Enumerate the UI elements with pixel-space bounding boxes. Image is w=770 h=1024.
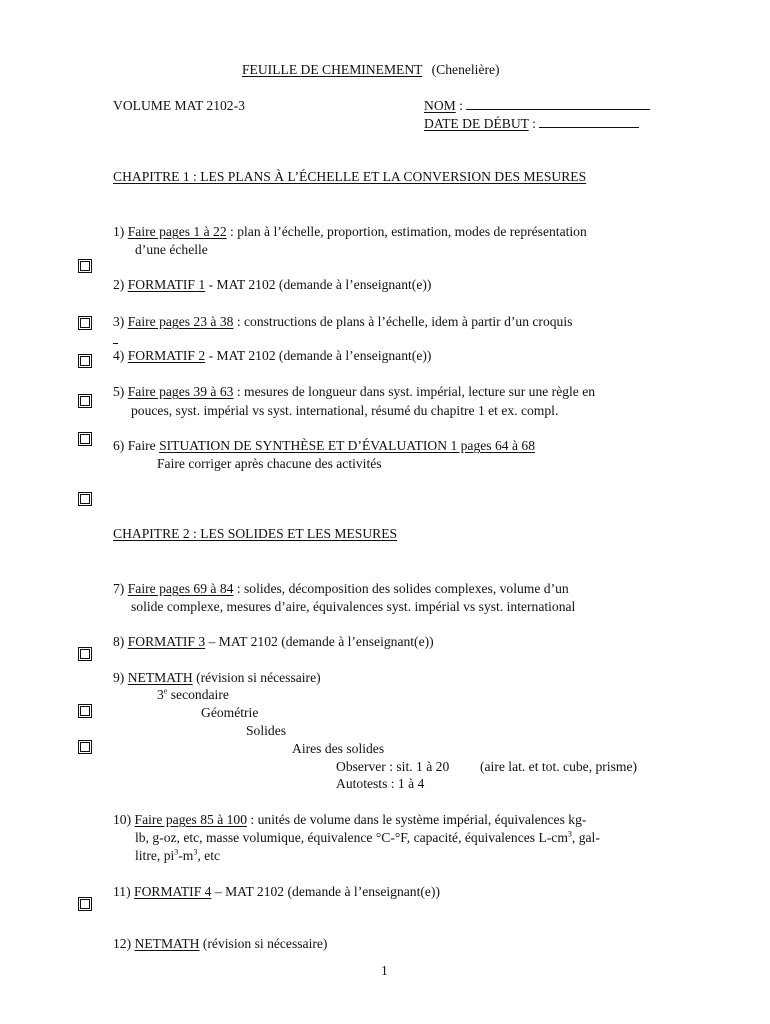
list-item: 10) Faire pages 85 à 100 : unités de volume dans le système impérial, équivalences kg-: [113, 812, 587, 827]
item-link: Faire pages 1 à 22: [127, 224, 227, 239]
netmath-solides: Solides: [246, 723, 287, 738]
checkbox[interactable]: [80, 318, 90, 328]
item-link: FORMATIF 1: [127, 277, 206, 292]
chapter-1-heading: CHAPITRE 1 : LES PLANS À L’ÉCHELLE ET LA CONVERSION DES MESURES: [113, 169, 587, 184]
netmath-level: 3e secondaire: [157, 686, 229, 702]
checkbox[interactable]: [80, 396, 90, 406]
item-link: FORMATIF 3: [127, 634, 206, 649]
checkbox[interactable]: [80, 434, 90, 444]
checkbox[interactable]: [80, 649, 90, 659]
netmath-aires: Aires des solides: [292, 741, 385, 756]
list-item-continuation: d’une échelle: [135, 242, 208, 257]
list-item-note: Faire corriger après chacune des activités: [157, 456, 382, 471]
date-blank[interactable]: [539, 115, 639, 128]
checkbox[interactable]: [80, 742, 90, 752]
list-item: 6) Faire SITUATION DE SYNTHÈSE ET D’ÉVALUATION 1 pages 64 à 68: [113, 438, 536, 453]
item-link: Faire pages 85 à 100: [134, 812, 248, 827]
stray-mark: [113, 343, 118, 344]
list-item: 12) NETMATH (révision si nécessaire): [113, 936, 328, 951]
item-link: NETMATH: [127, 670, 193, 685]
item-link: SITUATION DE SYNTHÈSE ET D’ÉVALUATION 1 pages 64 à 68: [159, 438, 536, 453]
nom-blank[interactable]: [466, 97, 650, 110]
netmath-autotests: Autotests : 1 à 4: [336, 776, 425, 791]
date-field[interactable]: DATE DE DÉBUT :: [424, 115, 639, 133]
item-link: FORMATIF 4: [134, 884, 212, 899]
list-item: 2) FORMATIF 1 - MAT 2102 (demande à l’enseignant(e)): [113, 277, 432, 292]
checkbox[interactable]: [80, 494, 90, 504]
list-item: 3) Faire pages 23 à 38 : constructions de plans à l’échelle, idem à partir d’un croquis: [113, 314, 573, 329]
checkbox[interactable]: [80, 899, 90, 909]
list-item: 7) Faire pages 69 à 84 : solides, décomposition des solides complexes, volume d’un: [113, 581, 569, 596]
publisher: (Chenelière): [431, 62, 500, 77]
netmath-observer: Observer : sit. 1 à 20: [336, 759, 450, 774]
checkbox[interactable]: [80, 356, 90, 366]
volume-label: VOLUME MAT 2102-3: [113, 98, 245, 113]
list-item: 4) FORMATIF 2 - MAT 2102 (demande à l’enseignant(e)): [113, 348, 432, 363]
page-title: FEUILLE DE CHEMINEMENT: [242, 62, 423, 77]
date-label: DATE DE DÉBUT: [424, 116, 529, 131]
nom-label: NOM: [424, 98, 456, 113]
checkbox[interactable]: [80, 706, 90, 716]
item-link: FORMATIF 2: [127, 348, 206, 363]
item-link: Faire pages 23 à 38: [127, 314, 234, 329]
list-item: 5) Faire pages 39 à 63 : mesures de longueur dans syst. impérial, lecture sur une règle en: [113, 384, 596, 399]
item-link: Faire pages 69 à 84: [127, 581, 234, 596]
netmath-observer-note: (aire lat. et tot. cube, prisme): [480, 759, 638, 774]
list-item: 11) FORMATIF 4 – MAT 2102 (demande à l’enseignant(e)): [113, 884, 440, 899]
item-link: NETMATH: [134, 936, 200, 951]
page-title-line: [242, 61, 500, 79]
item-link: Faire pages 39 à 63: [127, 384, 234, 399]
list-item-continuation: lb, g-oz, etc, masse volumique, équivalence °C-°F, capacité, équivalences $L-cm^3$, gal-: [135, 829, 600, 845]
page-number: 1: [381, 963, 388, 978]
checkbox[interactable]: [80, 261, 90, 271]
list-item-continuation: solide complexe, mesures d’aire, équivalences syst. impérial vs syst. international: [131, 599, 576, 614]
list-item-continuation: litre, $pi^3-m^3$, etc: [135, 847, 221, 863]
netmath-geometrie: Géométrie: [201, 705, 259, 720]
list-item: 1) Faire pages 1 à 22 : plan à l’échelle, proportion, estimation, modes de représentation: [113, 224, 587, 239]
list-item-continuation: pouces, syst. impérial vs syst. international, résumé du chapitre 1 et ex. compl.: [131, 403, 559, 418]
list-item: 8) FORMATIF 3 – MAT 2102 (demande à l’enseignant(e)): [113, 634, 434, 649]
nom-field[interactable]: NOM :: [424, 97, 650, 115]
list-item: 9) NETMATH (révision si nécessaire): [113, 670, 321, 685]
chapter-2-heading: CHAPITRE 2 : LES SOLIDES ET LES MESURES: [113, 526, 398, 541]
